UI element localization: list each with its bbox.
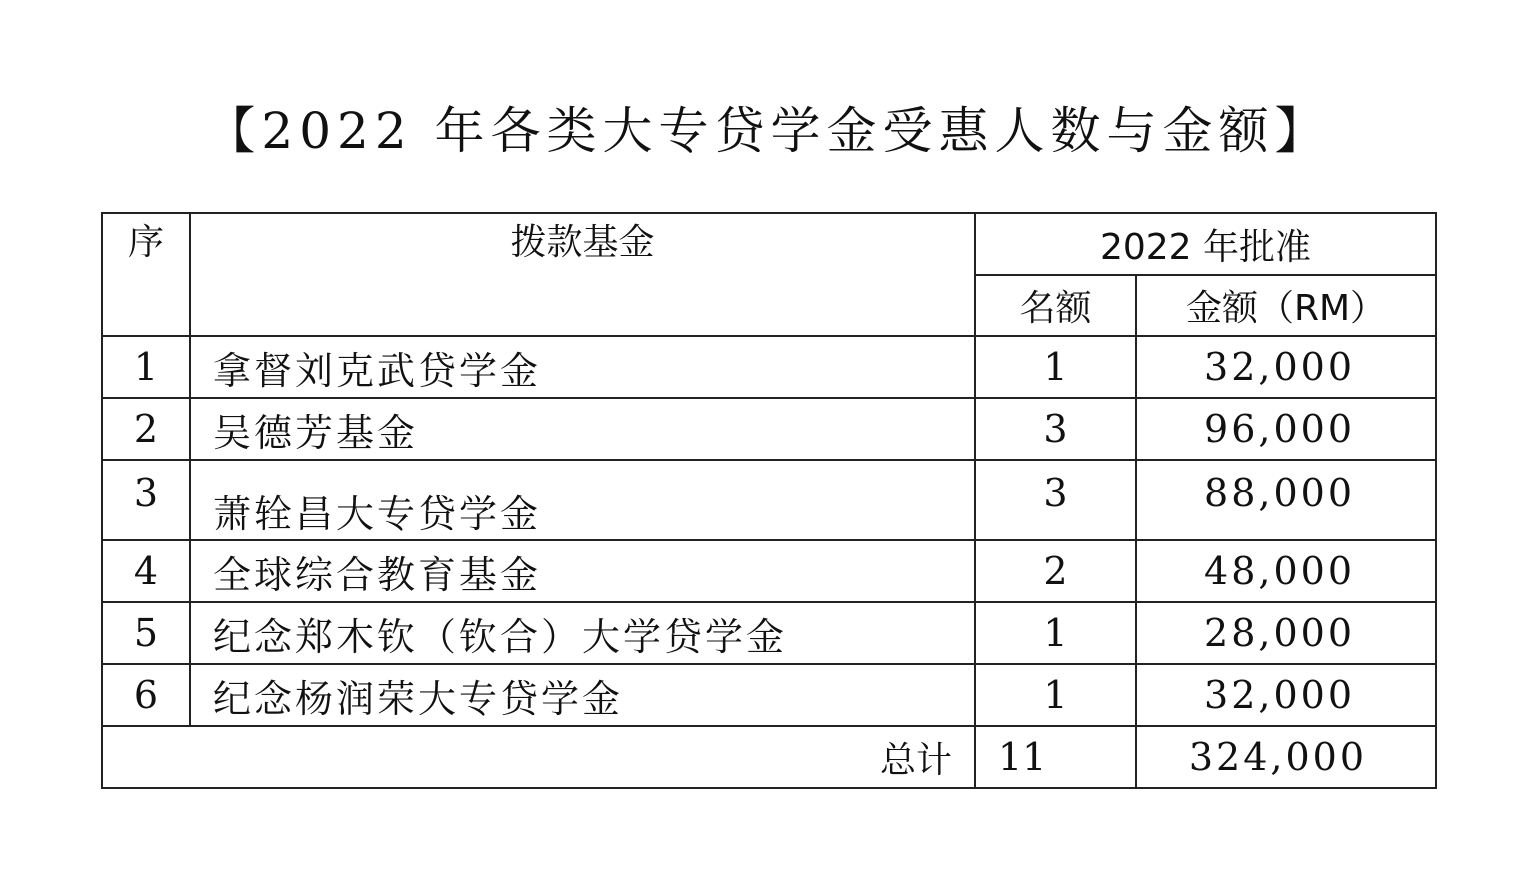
table-row xyxy=(102,398,1436,460)
page-title: 【2022 年各类大专贷学金受惠人数与金额】 xyxy=(205,102,1331,160)
table-row xyxy=(102,540,1436,602)
header-year-approved: 2022 年批准 xyxy=(975,213,1436,275)
row-fund: 全球综合教育基金 xyxy=(190,540,975,602)
total-count: 11 xyxy=(975,726,1136,788)
table-row xyxy=(102,664,1436,726)
row-no: 1 xyxy=(102,336,190,398)
row-fund: 萧辁昌大专贷学金 xyxy=(190,460,975,540)
row-count: 3 xyxy=(975,460,1136,540)
table-row xyxy=(102,336,1436,398)
table-row xyxy=(102,602,1436,664)
row-amount: 32,000 xyxy=(1136,664,1436,726)
header-fund: 拨款基金 xyxy=(190,213,975,336)
row-no: 5 xyxy=(102,602,190,664)
row-count: 2 xyxy=(975,540,1136,602)
header-no: 序 xyxy=(102,213,190,336)
row-fund: 吴德芳基金 xyxy=(190,398,975,460)
row-no: 6 xyxy=(102,664,190,726)
loan-table xyxy=(101,212,1437,789)
row-amount: 96,000 xyxy=(1136,398,1436,460)
row-no: 2 xyxy=(102,398,190,460)
row-fund: 纪念杨润荣大专贷学金 xyxy=(190,664,975,726)
row-amount: 48,000 xyxy=(1136,540,1436,602)
table-row xyxy=(102,460,1436,540)
row-fund: 拿督刘克武贷学金 xyxy=(190,336,975,398)
header-count: 名额 xyxy=(975,275,1136,336)
header-row-1 xyxy=(102,213,1436,275)
total-label: 总计 xyxy=(102,726,975,788)
total-amount: 324,000 xyxy=(1136,726,1436,788)
row-no: 3 xyxy=(102,460,190,540)
header-amount: 金额（RM） xyxy=(1136,275,1436,336)
row-count: 1 xyxy=(975,336,1136,398)
row-amount: 88,000 xyxy=(1136,460,1436,540)
row-fund: 纪念郑木钦（钦合）大学贷学金 xyxy=(190,602,975,664)
row-amount: 28,000 xyxy=(1136,602,1436,664)
row-count: 1 xyxy=(975,664,1136,726)
row-no: 4 xyxy=(102,540,190,602)
row-count: 1 xyxy=(975,602,1136,664)
total-row xyxy=(102,726,1436,788)
row-amount: 32,000 xyxy=(1136,336,1436,398)
row-count: 3 xyxy=(975,398,1136,460)
